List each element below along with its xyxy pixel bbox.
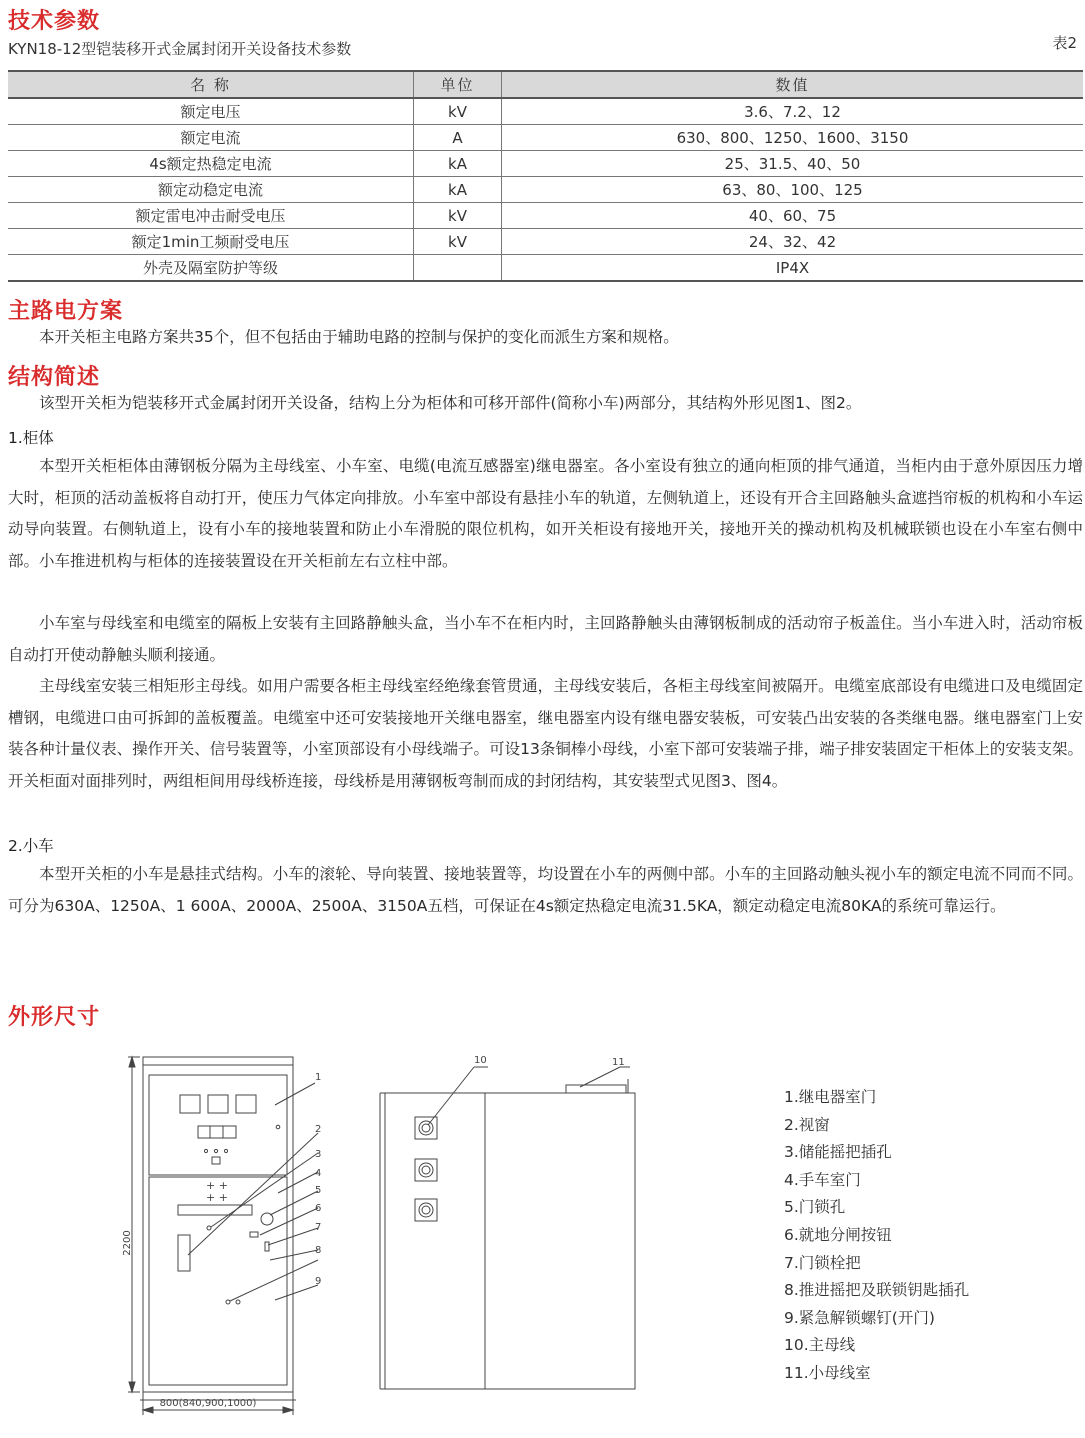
spec-table <box>8 70 1083 282</box>
structure-intro: 该型开关柜为铠装移开式金属封闭开关设备，结构上分为柜体和可移开部件(简称小车)两部分，其结构外形见图1、图2。 <box>39 394 862 412</box>
callout-6: 6 <box>315 1203 322 1214</box>
cell-value: 40、60、75 <box>502 203 1084 229</box>
header-name: 名 称 <box>8 71 414 98</box>
subheading-trolley: 2.小车 <box>8 837 54 855</box>
cell-name: 额定1min工频耐受电压 <box>8 229 414 255</box>
legend-item: 6.就地分闸按钮 <box>784 1225 892 1244</box>
cabinet-paragraph-3: 主母线室安装三相矩形主母线。如用户需要各柜主母线室经绝缘套管贯通，主母线安装后，各柜主母线室间被隔开。电缆室底部设有电缆进口及电缆固定槽钢，电缆进口由可拆卸的盖板覆盖。电缆室中还可安装接地开关继电器室，继电器室内设有继电器安装板，可安装凸出安装的各类继电器。继电器室门上安装各种计量仪表、操作开关、信号装置等，小室顶部设有小母线端子。可设13条铜棒小母线，小室下部可安装端子排，端子排安装固定干柜体上的安装支架。开关柜面对面排列时，两组柜间用母线桥连接，母线桥是用薄钢板弯制而成的封闭结构，其安装型式见图3、图4。 <box>8 677 1083 790</box>
callout-1: 1 <box>315 1072 322 1083</box>
table-row <box>8 125 1083 151</box>
callout-3: 3 <box>315 1149 322 1160</box>
legend-item: 11.小母线室 <box>784 1363 871 1382</box>
table-row <box>8 203 1083 229</box>
width-dimension-label: 800(840,900,1000) <box>159 1398 257 1409</box>
legend-item: 7.门锁栓把 <box>784 1253 861 1272</box>
cabinet-paragraph-2: 小车室与母线室和电缆室的隔板上安装有主回路静触头盒，当小车不在柜内时，主回路静触头由薄钢板制成的活动帘子板盖住。当小车进入时，活动帘板自动打开使动静触头顺利接通。 <box>8 614 1083 664</box>
cell-unit: kA <box>414 151 502 177</box>
callout-7: 7 <box>315 1222 322 1233</box>
legend-item: 3.储能摇把插孔 <box>784 1143 892 1162</box>
side-view <box>380 1067 635 1389</box>
cell-value: 63、80、100、125 <box>502 177 1084 203</box>
legend-item: 5.门锁孔 <box>784 1198 846 1217</box>
legend-item: 10.主母线 <box>784 1336 856 1355</box>
callout-11: 11 <box>612 1057 625 1068</box>
subheading-cabinet: 1.柜体 <box>8 429 54 447</box>
cell-value: 3.6、7.2、12 <box>502 98 1084 125</box>
table-row <box>8 151 1083 177</box>
cell-name: 额定电流 <box>8 125 414 151</box>
cell-name: 额定雷电冲击耐受电压 <box>8 203 414 229</box>
table-row <box>8 177 1083 203</box>
section-title-main-circuit: 主路电方案 <box>8 299 124 324</box>
callout-9: 9 <box>315 1276 322 1287</box>
cabinet-paragraph-1: 本型开关柜柜体由薄钢板分隔为主母线室、小车室、电缆(电流互感器室)继电器室。各小室设有独立的通向柜顶的排气通道，当柜内由于意外原因压力增大时，柜顶的活动盖板将自动打开，使压力气体定向排放。小车室中部设有悬挂小车的轨道，左侧轨道上，还设有开合主回路触头盒遮挡帘板的机构和小车运动导向装置。右侧轨道上，设有小车的接地装置和防止小车滑脱的限位机构，如开关柜设有接地开关，接地开关的操动机构及机械联锁也设在小车室右侧中部。小车推进机构与柜体的连接装置设在开关柜前左右立柱中部。 <box>8 457 1083 570</box>
cell-value: 24、32、42 <box>502 229 1084 255</box>
table-header-row <box>8 71 1083 98</box>
legend-item: 2.视窗 <box>784 1115 830 1134</box>
table-row <box>8 255 1083 282</box>
cell-unit: kV <box>414 229 502 255</box>
callout-4: 4 <box>315 1168 322 1179</box>
cabinet-drawing <box>110 1045 810 1435</box>
svg-text:+ +: + + <box>206 1191 228 1204</box>
header-value: 数值 <box>502 71 1084 98</box>
trolley-paragraph: 本型开关柜的小车是悬挂式结构。小车的滚轮、导向装置、接地装置等，均设置在小车的两侧中部。小车的主回路动触头视小车的额定电流不同而不同。可分为630A、1250A、1 600A、2000A、2500A、3150A五档，可保证在4s额定热稳定电流31.5KA，额定动稳定电流80KA的系统可靠运行。 <box>8 865 1083 915</box>
callout-5: 5 <box>315 1185 322 1196</box>
parts-legend <box>784 1084 969 1388</box>
cell-name: 4s额定热稳定电流 <box>8 151 414 177</box>
height-dimension-label: 2200 <box>122 1230 133 1256</box>
header-unit: 单位 <box>414 71 502 98</box>
legend-item: 1.继电器室门 <box>784 1088 877 1106</box>
cell-unit <box>414 255 502 282</box>
section-title-structure: 结构简述 <box>8 365 101 390</box>
table-row <box>8 98 1083 125</box>
callout-2: 2 <box>315 1124 322 1135</box>
cell-unit: kV <box>414 203 502 229</box>
callout-8: 8 <box>315 1245 322 1256</box>
main-circuit-text: 本开关柜主电路方案共35个，但不包括由于辅助电路的控制与保护的变化而派生方案和规格。 <box>39 328 679 346</box>
legend-item: 8.推进摇把及联锁钥匙插孔 <box>784 1281 970 1300</box>
section-title-tech: 技术参数 <box>8 9 101 34</box>
svg-text:+ +: + + <box>206 1179 228 1192</box>
legend-item: 4.手车室门 <box>784 1170 861 1189</box>
front-view <box>128 1057 318 1415</box>
cell-value: 25、31.5、40、50 <box>502 151 1084 177</box>
table-number: 表2 <box>1052 34 1077 52</box>
table-row <box>8 229 1083 255</box>
callout-10: 10 <box>474 1055 487 1066</box>
legend-item: 9.紧急解锁螺钉(开门) <box>784 1308 935 1327</box>
cell-value: IP4X <box>502 255 1084 282</box>
cell-unit: kV <box>414 98 502 125</box>
section-title-dimensions: 外形尺寸 <box>8 1005 101 1030</box>
cell-unit: kA <box>414 177 502 203</box>
cell-value: 630、800、1250、1600、3150 <box>502 125 1084 151</box>
cell-name: 外壳及隔室防护等级 <box>8 255 414 282</box>
cell-name: 额定动稳定电流 <box>8 177 414 203</box>
table-subtitle: KYN18-12型铠装移开式金属封闭开关设备技术参数 <box>8 40 352 58</box>
cell-unit: A <box>414 125 502 151</box>
cell-name: 额定电压 <box>8 98 414 125</box>
